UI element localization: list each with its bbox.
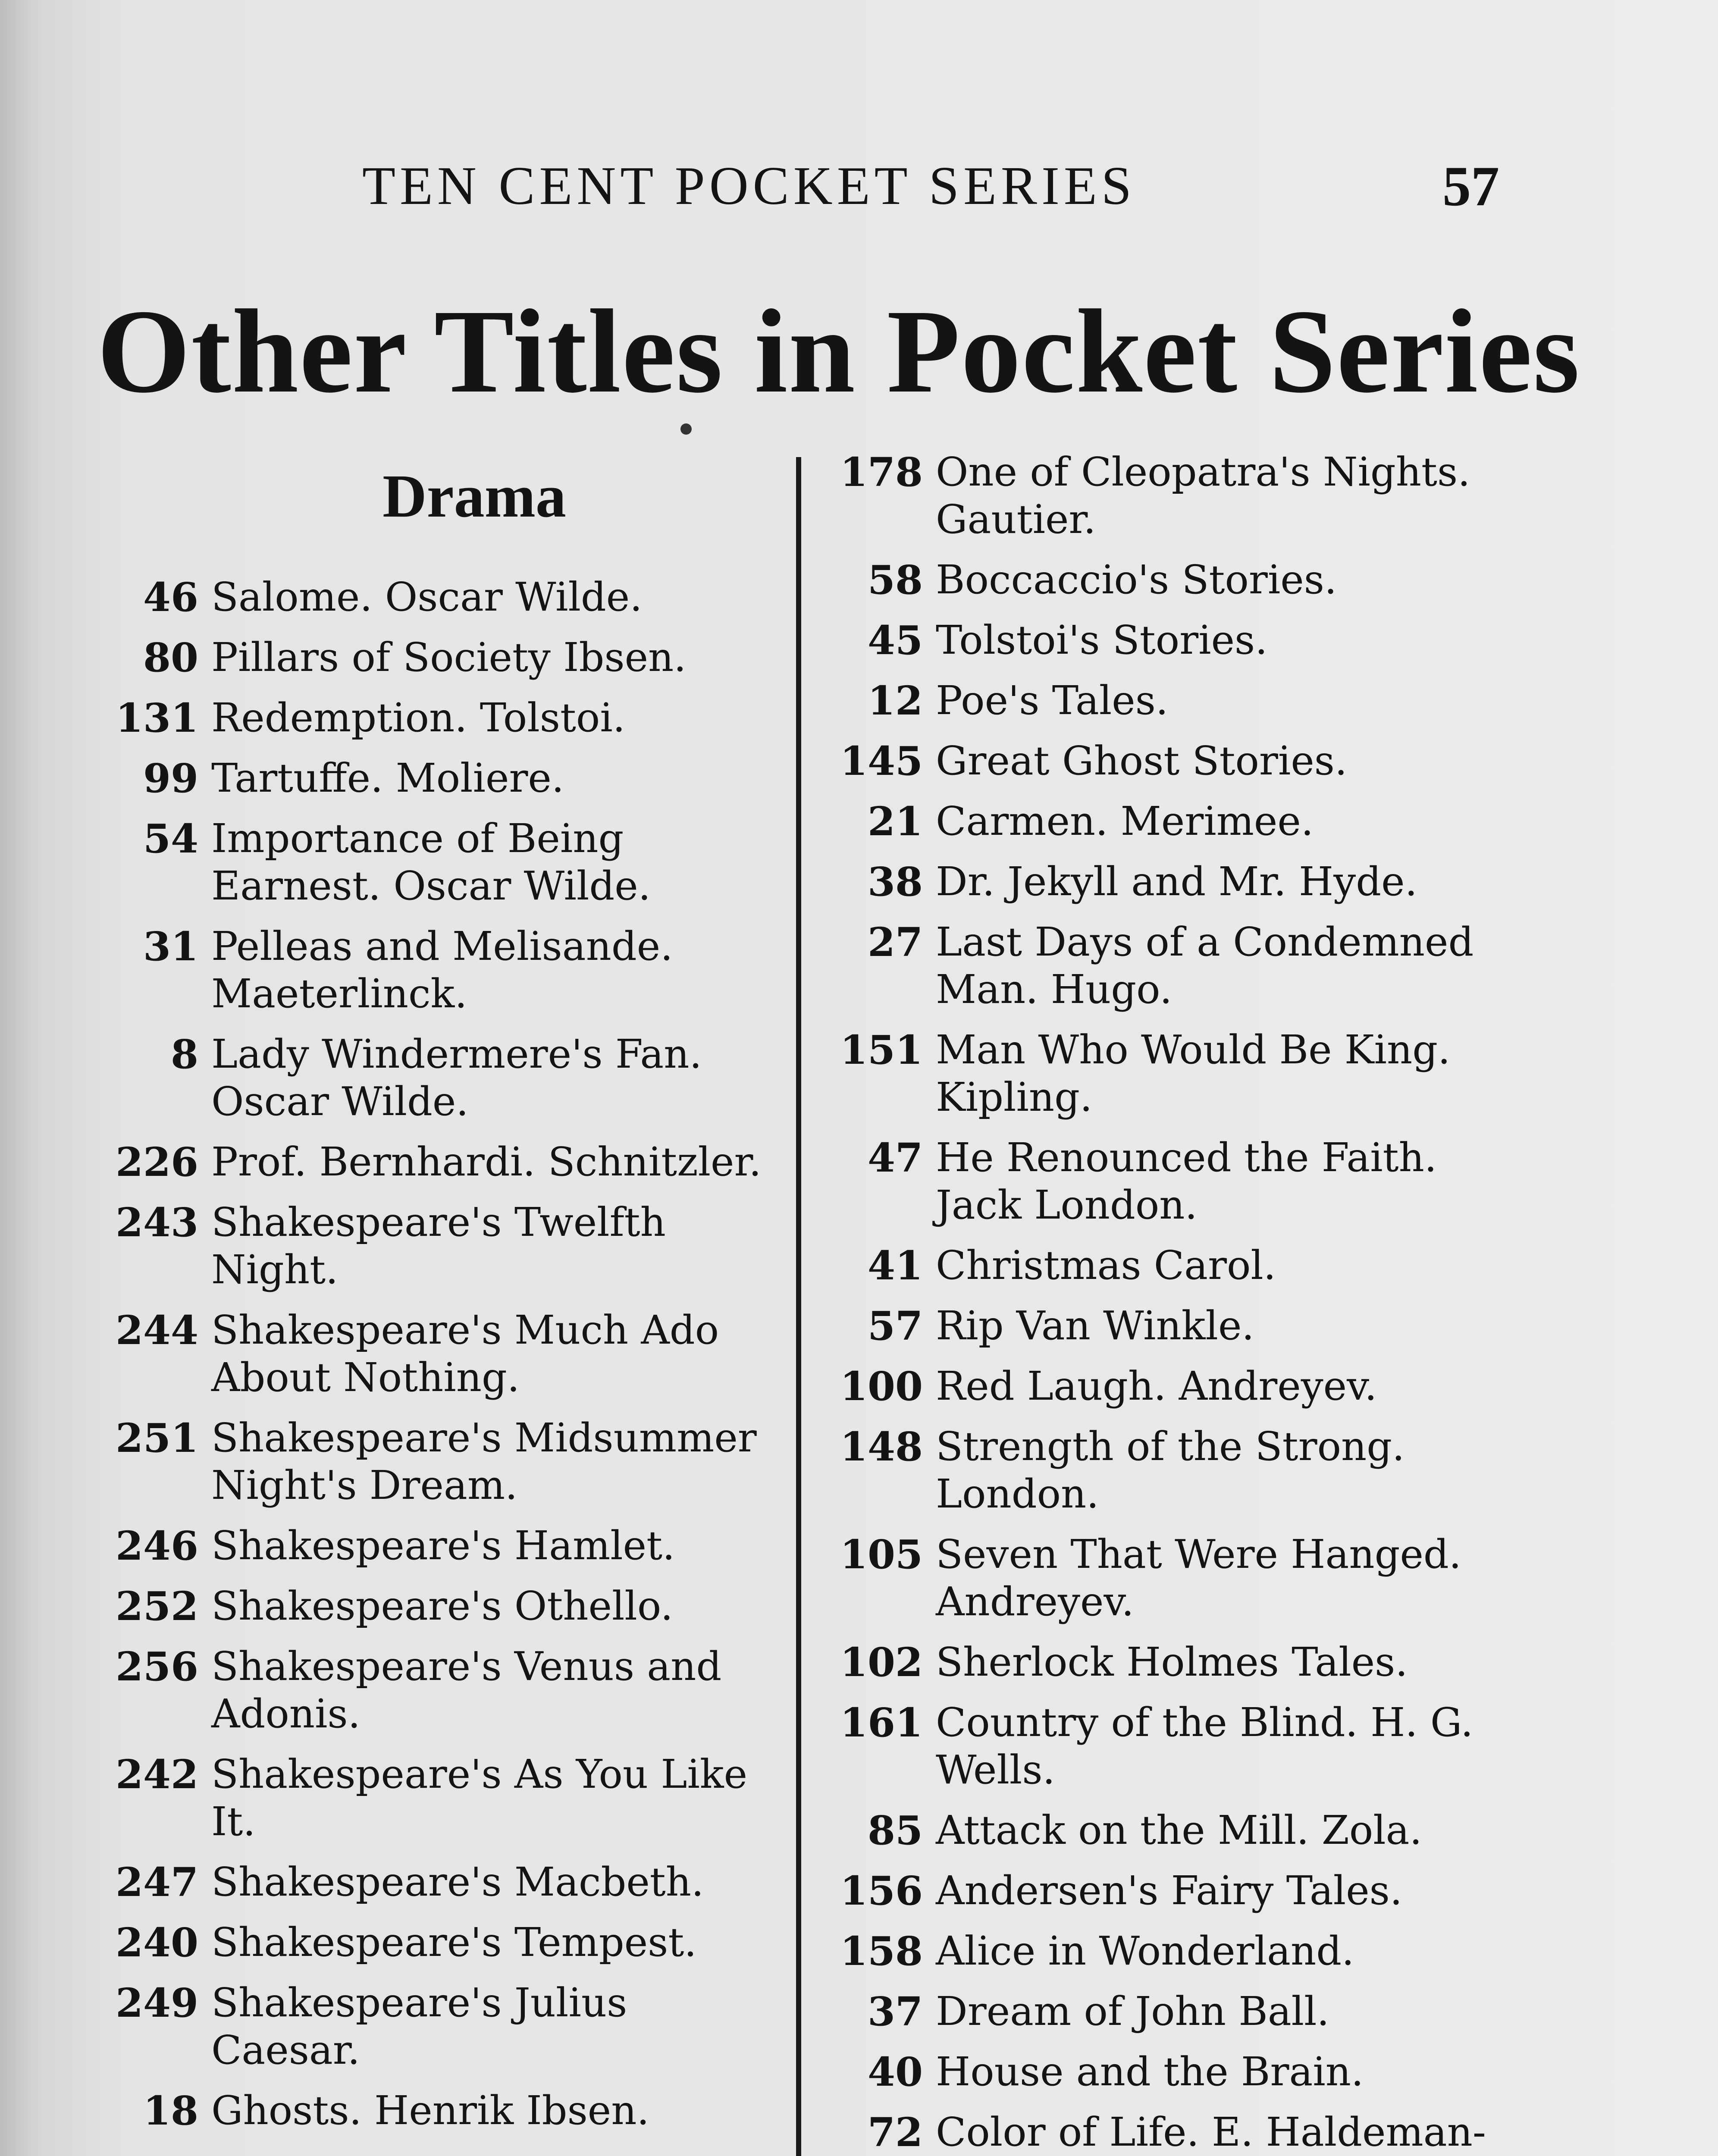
title-number: 252 xyxy=(115,1583,198,1630)
running-header: TEN CENT POCKET SERIES xyxy=(362,156,1136,216)
title-number: 38 xyxy=(867,859,923,905)
title-number: 244 xyxy=(115,1307,198,1354)
title-number: 249 xyxy=(115,1980,198,2026)
title-number: 58 xyxy=(867,557,923,603)
column-divider xyxy=(796,457,801,2156)
title-number: 46 xyxy=(143,574,198,620)
title-text: Prof. Bernhardi. Schnitzler. xyxy=(211,1139,762,1185)
title-number: 80 xyxy=(143,634,198,681)
title-number: 151 xyxy=(840,1027,923,1073)
list-item xyxy=(828,677,1527,724)
list-item xyxy=(86,755,776,802)
list-item xyxy=(86,1031,776,1125)
title-number: 47 xyxy=(867,1134,923,1181)
title-text: Shakespeare's Midsummer Night's Dream. xyxy=(211,1415,757,1508)
title-text: Shakespeare's Much Ado About Nothing. xyxy=(211,1307,719,1401)
title-number: 156 xyxy=(840,1868,923,1914)
title-text: Sherlock Holmes Tales. xyxy=(936,1639,1408,1685)
list-item xyxy=(828,1988,1527,2035)
title-number: 256 xyxy=(115,1643,198,1690)
title-text: Strength of the Strong. London. xyxy=(936,1423,1405,1517)
title-number: 242 xyxy=(115,1751,198,1798)
list-item xyxy=(828,1531,1527,1626)
title-text: Shakespeare's Hamlet. xyxy=(211,1523,675,1569)
list-item xyxy=(828,1867,1527,1915)
title-text: Pillars of Society Ibsen. xyxy=(211,634,687,680)
title-text: Great Ghost Stories. xyxy=(936,738,1348,784)
title-text: Shakespeare's Tempest. xyxy=(211,1919,697,1965)
title-text: Shakespeare's Othello. xyxy=(211,1583,673,1629)
list-item xyxy=(86,815,776,910)
title-text: Tolstoi's Stories. xyxy=(936,617,1268,663)
ink-dot xyxy=(680,423,692,435)
title-text: Dr. Jekyll and Mr. Hyde. xyxy=(936,859,1417,905)
title-text: Shakespeare's Twelfth Night. xyxy=(211,1199,666,1293)
title-number: 243 xyxy=(115,1199,198,1246)
title-text: Red Laugh. Andreyev. xyxy=(936,1363,1377,1409)
list-item xyxy=(86,1138,776,1186)
list-item xyxy=(86,1751,776,1846)
list-item xyxy=(828,1423,1527,1518)
title-text: Salome. Oscar Wilde. xyxy=(211,574,643,620)
list-item xyxy=(828,2048,1527,2096)
title-text: Shakespeare's Macbeth. xyxy=(211,1859,704,1905)
title-text: Country of the Blind. H. G. Wells. xyxy=(936,1699,1473,1793)
list-item xyxy=(828,858,1527,906)
list-item xyxy=(86,1414,776,1509)
page-number: 57 xyxy=(1442,154,1499,218)
title-number: 21 xyxy=(867,798,923,845)
title-text: Rip Van Winkle. xyxy=(936,1303,1254,1349)
list-item xyxy=(86,1307,776,1401)
list-item xyxy=(828,2109,1527,2156)
title-number: 85 xyxy=(867,1807,923,1854)
list-item xyxy=(828,1639,1527,1686)
title-number: 247 xyxy=(115,1859,198,1905)
list-item xyxy=(86,1199,776,1294)
list-item xyxy=(828,1134,1527,1229)
title-text: Ghosts. Henrik Ibsen. xyxy=(211,2087,649,2134)
title-text: Dream of John Ball. xyxy=(936,1988,1329,2034)
title-text: Attack on the Mill. Zola. xyxy=(936,1807,1422,1853)
title-text: Christmas Carol. xyxy=(936,1242,1276,1288)
title-number: 31 xyxy=(143,923,198,970)
title-number: 240 xyxy=(115,1919,198,1966)
title-text: Redemption. Tolstoi. xyxy=(211,695,625,741)
title-number: 105 xyxy=(840,1531,923,1578)
title-number: 27 xyxy=(867,919,923,965)
title-number: 37 xyxy=(867,1988,923,2035)
title-text: Importance of Being Earnest. Oscar Wilde. xyxy=(211,815,651,909)
list-item xyxy=(86,1979,776,2074)
title-number: 12 xyxy=(867,677,923,724)
list-item xyxy=(828,448,1527,543)
list-item xyxy=(86,1919,776,1966)
title-text: Seven That Were Hanged. Andreyev. xyxy=(936,1531,1462,1625)
drama-list xyxy=(86,573,776,2134)
list-item xyxy=(86,1858,776,1906)
title-number: 99 xyxy=(143,755,198,802)
list-item xyxy=(828,1026,1527,1121)
list-item xyxy=(86,923,776,1018)
title-number: 131 xyxy=(115,695,198,741)
list-item xyxy=(828,556,1527,604)
page-title: Other Titles in Pocket Series xyxy=(97,285,1581,418)
title-text: Boccaccio's Stories. xyxy=(936,557,1337,603)
list-item xyxy=(828,1927,1527,1975)
list-item xyxy=(828,617,1527,664)
list-item xyxy=(828,1363,1527,1410)
title-text: He Renounced the Faith. Jack London. xyxy=(936,1134,1437,1228)
title-number: 8 xyxy=(170,1031,198,1078)
title-text: Shakespeare's Venus and Adonis. xyxy=(211,1643,722,1737)
list-item xyxy=(828,1242,1527,1289)
title-text: Carmen. Merimee. xyxy=(936,798,1314,844)
list-item xyxy=(86,694,776,742)
title-text: House and the Brain. xyxy=(936,2049,1364,2095)
title-text: Color of Life. E. Haldeman- xyxy=(936,2109,1486,2155)
title-text: Last Days of a Condemned Man. Hugo. xyxy=(936,919,1474,1012)
list-item xyxy=(86,573,776,621)
list-item xyxy=(828,798,1527,845)
title-number: 251 xyxy=(115,1415,198,1461)
list-item xyxy=(86,1643,776,1738)
title-number: 226 xyxy=(115,1139,198,1185)
title-number: 158 xyxy=(840,1928,923,1974)
title-text: One of Cleopatra's Nights. Gautier. xyxy=(936,449,1470,542)
title-number: 57 xyxy=(867,1303,923,1349)
title-text: Shakespeare's As You Like It. xyxy=(211,1751,748,1845)
list-item xyxy=(86,1583,776,1630)
title-number: 100 xyxy=(840,1363,923,1410)
title-number: 178 xyxy=(840,449,923,495)
list-item xyxy=(86,634,776,681)
title-number: 102 xyxy=(840,1639,923,1686)
drama-heading: Drama xyxy=(382,462,566,530)
list-item xyxy=(828,1699,1527,1794)
title-number: 18 xyxy=(143,2087,198,2134)
title-number: 40 xyxy=(867,2049,923,2095)
title-text: Alice in Wonderland. xyxy=(936,1928,1354,1974)
list-item xyxy=(828,1302,1527,1350)
right-column xyxy=(828,448,1527,2156)
list-item xyxy=(828,1807,1527,1854)
title-number: 145 xyxy=(840,738,923,784)
title-text: Pelleas and Melisande. Maeterlinck. xyxy=(211,923,673,1017)
title-text: Lady Windermere's Fan. Oscar Wilde. xyxy=(211,1031,702,1125)
title-text: Man Who Would Be King. Kipling. xyxy=(936,1027,1451,1120)
title-number: 54 xyxy=(143,815,198,862)
list-item xyxy=(86,1522,776,1570)
list-item xyxy=(86,2087,776,2134)
title-number: 246 xyxy=(115,1523,198,1569)
title-text: Poe's Tales. xyxy=(936,677,1169,724)
title-number: 45 xyxy=(867,617,923,664)
title-number: 161 xyxy=(840,1699,923,1746)
title-number: 72 xyxy=(867,2109,923,2156)
title-text: Tartuffe. Moliere. xyxy=(211,755,564,801)
title-text: Shakespeare's Julius Caesar. xyxy=(211,1980,627,2073)
fiction-list-right xyxy=(828,448,1527,2156)
title-number: 41 xyxy=(867,1242,923,1289)
title-text: Andersen's Fairy Tales. xyxy=(936,1868,1403,1914)
title-number: 148 xyxy=(840,1423,923,1470)
list-item xyxy=(828,737,1527,785)
list-item xyxy=(828,918,1527,1013)
left-column xyxy=(86,457,776,2156)
